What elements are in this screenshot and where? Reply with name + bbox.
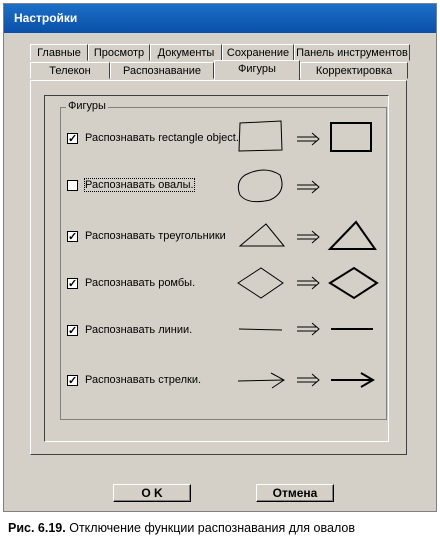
- checkbox-rectangle[interactable]: ✓: [68, 133, 78, 145]
- rough-line-icon: [239, 329, 282, 330]
- rectangle-icon: [331, 123, 371, 151]
- rough-arrow-icon: [238, 373, 284, 388]
- tab-glavnye[interactable]: Главные: [30, 44, 88, 61]
- rhombus-icon: [330, 268, 377, 298]
- implies-arrow-icon: [297, 323, 319, 335]
- tab-dokumenty[interactable]: Документы: [150, 44, 222, 61]
- rough-triangle-icon: [240, 224, 284, 246]
- option-label: Распознавать линии.: [85, 324, 193, 336]
- cancel-button[interactable]: Отмена: [256, 484, 334, 502]
- implies-arrow-icon: [297, 231, 319, 243]
- tab-telekon[interactable]: Телекон: [30, 62, 110, 79]
- option-label: Распознавать стрелки.: [85, 374, 202, 386]
- tab-korrektirovka[interactable]: Корректировка: [300, 62, 408, 79]
- tab-sokhranenie[interactable]: Сохранение: [222, 44, 294, 61]
- ok-button[interactable]: O K: [113, 484, 191, 502]
- tab-prosmotr[interactable]: Просмотр: [88, 44, 150, 61]
- implies-arrow-icon: [297, 374, 319, 386]
- checkbox-arrows[interactable]: ✓: [68, 375, 78, 387]
- tab-panel-instrumentov[interactable]: Панель инструментов: [294, 44, 410, 61]
- option-label: Распознавать овалы.: [85, 179, 194, 191]
- checkbox-lines[interactable]: ✓: [68, 325, 78, 337]
- caption-text: Отключение функции распознавания для овалов: [69, 521, 355, 535]
- triangle-icon: [330, 222, 375, 249]
- option-label: Распознавать треугольники: [85, 230, 226, 242]
- checkbox-rhombs[interactable]: ✓: [68, 278, 78, 290]
- option-label: Распознавать ромбы.: [85, 277, 196, 289]
- window-title: Настройки: [14, 11, 78, 25]
- rough-oval-icon: [238, 170, 282, 202]
- rough-rectangle-icon: [239, 121, 282, 151]
- implies-arrow-icon: [297, 181, 319, 193]
- option-label: Распознавать rectangle object.: [85, 132, 239, 144]
- implies-arrow-icon: [297, 133, 319, 145]
- implies-arrow-icon: [297, 277, 319, 289]
- arrow-icon: [331, 373, 373, 387]
- groupbox-label: Фигуры: [68, 100, 106, 112]
- tab-raspoznavanie[interactable]: Распознавание: [110, 62, 214, 79]
- checkbox-triangles[interactable]: ✓: [68, 231, 78, 243]
- caption-number: Рис. 6.19.: [8, 521, 66, 535]
- rough-rhombus-icon: [238, 268, 283, 298]
- tab-figury[interactable]: Фигуры: [214, 60, 300, 81]
- figure-caption: [8, 521, 355, 535]
